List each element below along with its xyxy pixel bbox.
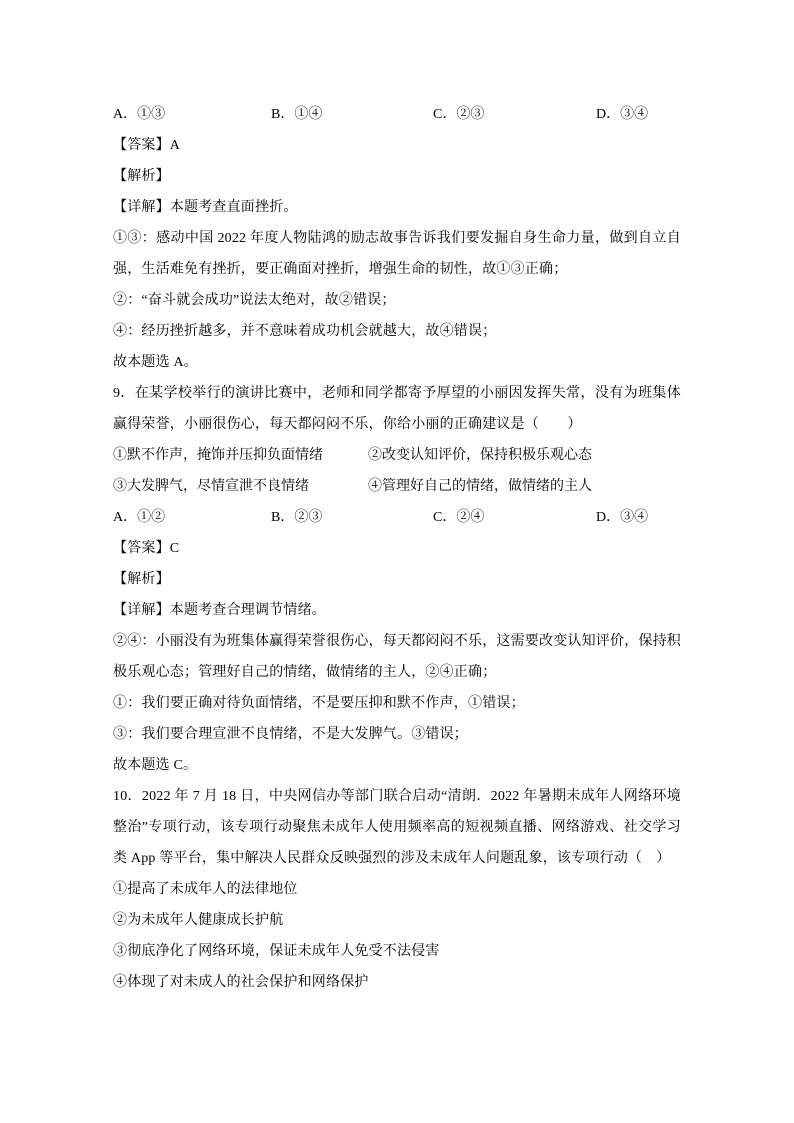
q9-conclusion: 故本题选 C。: [113, 758, 198, 773]
q9-explanation-2: ①：我们要正确对待负面情绪，不是要压抑和默不作声，①错误；: [113, 696, 525, 711]
q10-item-4: ④体现了对未成人的社会保护和网络保护: [113, 975, 369, 990]
q8-conclusion: 故本题选 A。: [113, 355, 199, 370]
q8-answer: 【答案】A: [113, 138, 181, 153]
q9-explanation-1: ②④：小丽没有为班集体赢得荣誉很伤心，每天都闷闷不乐，这需要改变认知评价，保持积极乐观心态；管理好自己的情绪，做情绪的主人，②④正确；: [113, 634, 681, 680]
q9-detail: 【详解】本题考查合理调节情绪。: [113, 603, 326, 618]
q8-choice-a: A．①③: [113, 107, 166, 122]
q10-item-3: ③彻底净化了网络环境，保证未成年人免受不法侵害: [113, 944, 440, 959]
q8-explanation-2: ②：“奋斗就会成功”说法太绝对，故②错误；: [113, 293, 396, 308]
q10-item-2: ②为未成年人健康成长护航: [113, 913, 284, 928]
q10-stem: 10．2022 年 7 月 18 日，中央网信办等部门联合启动“清朗．2022 年暑期未成年人网络环境整治”专项行动，该专项行动聚焦未成年人使用频率高的短视频直播、网络游戏、社交学习类 App 等平台，集中解决人民群众反映强烈的涉及未成年人问题乱象，该专项行动（ ）: [113, 789, 681, 866]
q8-explanation-1: ①③：感动中国 2022 年度人物陆鸿的励志故事告诉我们要发掘自身生命力量，做到自立自强，生活难免有挫折，要正确面对挫折，增强生命的韧性，故①③正确；: [113, 231, 681, 277]
q9-items-row-1: [113, 440, 681, 471]
q8-detail: 【详解】本题考查直面挫折。: [113, 200, 298, 215]
q8-analysis-label: 【解析】: [113, 169, 170, 184]
q9-choice-c: C．②④: [433, 510, 485, 525]
q9-choice-b: B．②③: [271, 510, 323, 525]
q9-analysis-label: 【解析】: [113, 572, 170, 587]
q9-explanation-3: ③：我们要合理宣泄不良情绪，不是大发脾气。③错误；: [113, 727, 468, 742]
q9-answer: 【答案】C: [113, 541, 180, 556]
q9-choice-row: [113, 502, 681, 533]
q9-item-4: ④管理好自己的情绪，做情绪的主人: [368, 479, 592, 494]
q8-explanation-3: ④：经历挫折越多，并不意味着成功机会就越大，故④错误；: [113, 324, 497, 339]
q9-choice-d: D．③④: [596, 510, 649, 525]
q9-item-3: ③大发脾气，尽情宣泄不良情绪: [113, 479, 309, 494]
q9-items-row-2: [113, 471, 681, 502]
q8-choice-b: B．①④: [271, 107, 323, 122]
q8-choice-c: C．②③: [433, 107, 485, 122]
q9-item-2: ②改变认知评价，保持积极乐观心态: [368, 448, 592, 463]
q10-item-1: ①提高了未成年人的法律地位: [113, 882, 298, 897]
q8-choice-d: D．③④: [596, 107, 649, 122]
q9-item-1: ①默不作声，掩饰并压抑负面情绪: [113, 448, 323, 463]
q9-stem: 9．在某学校举行的演讲比赛中，老师和同学都寄予厚望的小丽因发挥失常，没有为班集体赢得荣誉，小丽很伤心，每天都闷闷不乐，你给小丽的正确建议是（ ）: [113, 386, 681, 432]
q8-choice-row: [113, 99, 681, 130]
q9-choice-a: A．①②: [113, 510, 166, 525]
